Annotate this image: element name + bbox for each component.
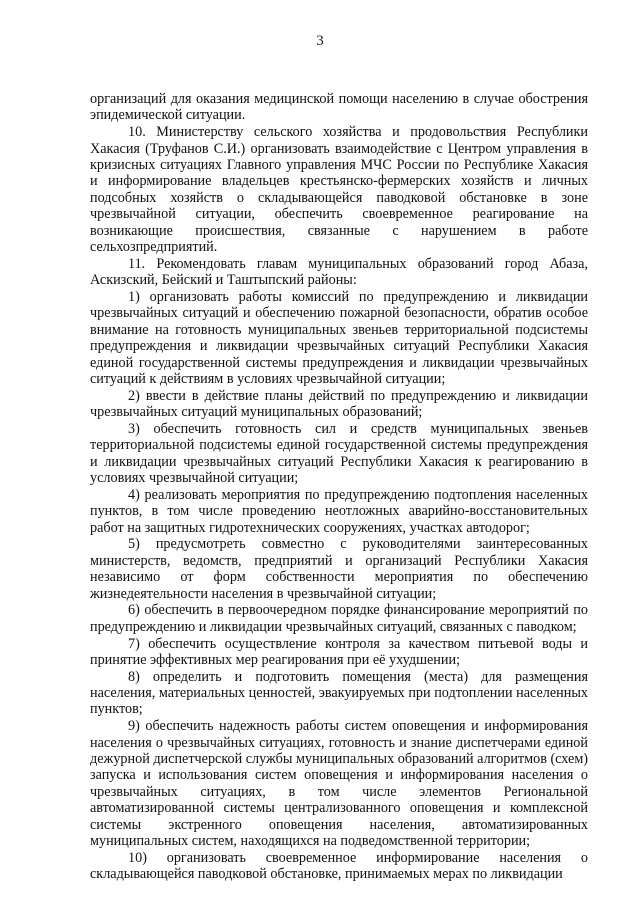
subitem-9: 9) обеспечить надежность работы систем оповещения и информирования населения о чрезвычайных ситуациях, готовность и знание диспетчерами единой дежурной диспетчерской службы муниципальных образований алгоритмов (схем) запуска и использования систем оповещения и информирования населения о чрезвычайных ситуациях, в том числе элементов Региональной автоматизированной системы централизованного оповещения и комплексной системы экстренного оповещения населения, автоматизированных муниципальных систем, находящихся на подведомственной территории;: [90, 718, 589, 850]
subitem-1: 1) организовать работы комиссий по предупреждению и ликвидации чрезвычайных ситуаций и обеспечению пожарной безопасности, обратив особое внимание на готовность муниципальных звеньев территориальной подсистемы предупреждения и ликвидации чрезвычайных ситуаций Республики Хакасия единой государственной системы предупреждения и ликвидации чрезвычайных ситуаций к действиям в условиях чрезвычайной ситуации;: [90, 288, 588, 387]
paragraph-continuation: организаций для оказания медицинской помощи населению в случае обострения эпидемической ситуации.: [90, 91, 588, 124]
page-number: 3: [316, 33, 324, 49]
document-body: [90, 91, 588, 883]
subitem-10: 10) организовать своевременное информирование населения о складывающейся паводковой обстановке, принимаемых мерах по ликвидации: [90, 849, 588, 883]
subitem-5: 5) предусмотреть совместно с руководителями заинтересованных министерств, ведомств, предприятий и организаций Республики Хакасия независимо от форм собственности мероприятия по обеспечению жизнедеятельности населения в чрезвычайной ситуации;: [90, 536, 588, 602]
subitem-8: 8) определить и подготовить помещения (места) для размещения населения, материальных ценностей, эвакуируемых при подтоплении населенных пунктов;: [90, 668, 588, 718]
subitem-3: 3) обеспечить готовность сил и средств муниципальных звеньев территориальной подсистемы единой государственной системы предупреждения и ликвидации чрезвычайных ситуаций Республики Хакасия к реагированию в условиях чрезвычайной ситуации;: [90, 420, 588, 487]
paragraph-item-10: 10. Министерству сельского хозяйства и продовольствия Республики Хакасия (Труфанов С.И.) организовать взаимодействие с Центром управления в кризисных ситуациях Главного управления МЧС России по Республике Хакасия и информирование владельцев крестьянско-фермерских хозяйств и личных подсобных хозяйств о складывающейся паводковой обстановке в зоне чрезвычайной ситуации, обеспечить своевременное реагирование на возникающие происшествия, связанные с нарушением в работе сельхозпредприятий.: [90, 124, 588, 255]
subitem-7: 7) обеспечить осуществление контроля за качеством питьевой воды и принятие эффективных мер реагирования при её ухудшении;: [90, 635, 588, 668]
paragraph-item-11: 11. Рекомендовать главам муниципальных образований город Абаза, Аскизский, Бейский и Таштыпский районы:: [90, 255, 588, 289]
subitem-4: 4) реализовать мероприятия по предупреждению подтопления населенных пунктов, в том числе проведению неотложных аварийно-восстановительных работ на защитных гидротехнических сооружениях, участках автодорог;: [90, 486, 588, 536]
subitem-2: 2) ввести в действие планы действий по предупреждению и ликвидации чрезвычайных ситуаций муниципальных образований;: [90, 387, 588, 421]
subitem-6: 6) обеспечить в первоочередном порядке финансирование мероприятий по предупреждению и ликвидации чрезвычайных ситуаций, связанных с паводком;: [90, 602, 588, 635]
